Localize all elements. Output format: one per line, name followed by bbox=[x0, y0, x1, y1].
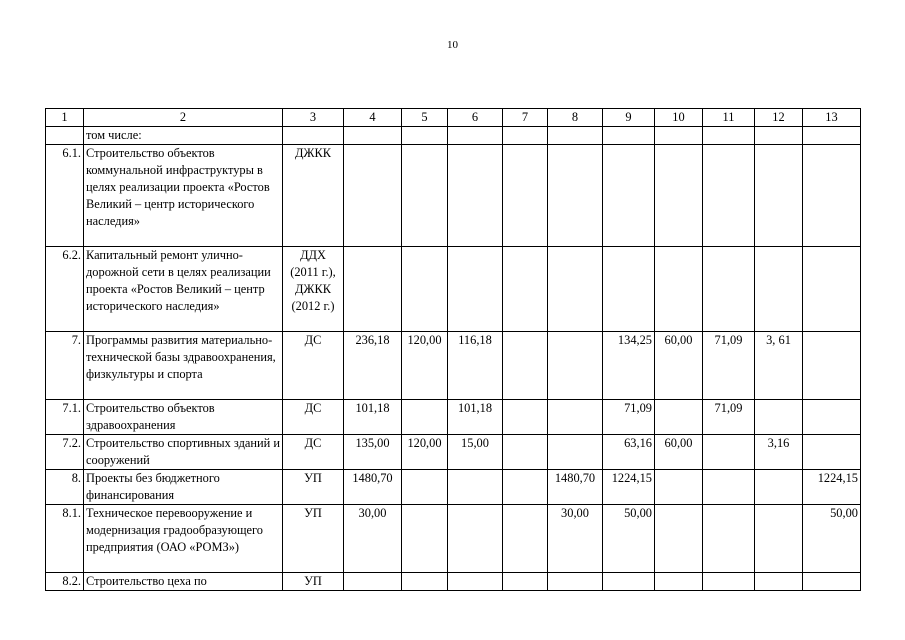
value-col-11 bbox=[703, 470, 755, 505]
row-number: 7. bbox=[46, 332, 84, 400]
column-header-9: 9 bbox=[603, 109, 655, 127]
value-col-10 bbox=[655, 145, 703, 247]
row-name: Строительство объектов коммунальной инфраструктуры в целях реализации проекта «Ростов Великий – центр исторического наследия» bbox=[84, 145, 283, 247]
value-col-4 bbox=[344, 127, 402, 145]
row-responsible: ДС bbox=[283, 435, 344, 470]
value-col-10: 60,00 bbox=[655, 435, 703, 470]
table-row bbox=[46, 247, 861, 332]
column-header-2: 2 bbox=[84, 109, 283, 127]
value-col-6: 15,00 bbox=[448, 435, 503, 470]
value-col-7 bbox=[503, 127, 548, 145]
value-col-11 bbox=[703, 505, 755, 573]
value-col-6 bbox=[448, 505, 503, 573]
value-col-8 bbox=[548, 400, 603, 435]
value-col-6: 116,18 bbox=[448, 332, 503, 400]
column-header-12: 12 bbox=[755, 109, 803, 127]
value-col-13 bbox=[803, 400, 861, 435]
row-responsible: ДС bbox=[283, 332, 344, 400]
responsible-line: (2011 г.), bbox=[290, 265, 336, 279]
row-number: 6.1. bbox=[46, 145, 84, 247]
row-responsible: ДС bbox=[283, 400, 344, 435]
table-row bbox=[46, 127, 861, 145]
value-col-8: 30,00 bbox=[548, 505, 603, 573]
table-row bbox=[46, 145, 861, 247]
value-col-5 bbox=[402, 505, 448, 573]
value-col-7 bbox=[503, 247, 548, 332]
value-col-5 bbox=[402, 573, 448, 591]
value-col-10: 60,00 bbox=[655, 332, 703, 400]
value-col-5 bbox=[402, 247, 448, 332]
value-col-6: 101,18 bbox=[448, 400, 503, 435]
value-col-5 bbox=[402, 470, 448, 505]
header-row bbox=[46, 109, 861, 127]
row-number: 8.2. bbox=[46, 573, 84, 591]
value-col-7 bbox=[503, 573, 548, 591]
column-header-1: 1 bbox=[46, 109, 84, 127]
value-col-11: 71,09 bbox=[703, 332, 755, 400]
value-col-4 bbox=[344, 145, 402, 247]
row-number bbox=[46, 127, 84, 145]
row-responsible bbox=[283, 247, 344, 332]
value-col-4 bbox=[344, 573, 402, 591]
value-col-4: 236,18 bbox=[344, 332, 402, 400]
value-col-4: 101,18 bbox=[344, 400, 402, 435]
value-col-13 bbox=[803, 435, 861, 470]
column-header-6: 6 bbox=[448, 109, 503, 127]
row-name: том числе: bbox=[84, 127, 283, 145]
value-col-11: 71,09 bbox=[703, 400, 755, 435]
row-number: 8.1. bbox=[46, 505, 84, 573]
value-col-11 bbox=[703, 145, 755, 247]
value-col-9 bbox=[603, 573, 655, 591]
value-col-8 bbox=[548, 127, 603, 145]
column-header-11: 11 bbox=[703, 109, 755, 127]
value-col-6 bbox=[448, 470, 503, 505]
table-row bbox=[46, 435, 861, 470]
value-col-13 bbox=[803, 247, 861, 332]
value-col-8 bbox=[548, 435, 603, 470]
value-col-11 bbox=[703, 573, 755, 591]
row-responsible: ДЖКК bbox=[283, 145, 344, 247]
value-col-8 bbox=[548, 247, 603, 332]
value-col-9: 50,00 bbox=[603, 505, 655, 573]
value-col-10 bbox=[655, 505, 703, 573]
value-col-4 bbox=[344, 247, 402, 332]
column-header-5: 5 bbox=[402, 109, 448, 127]
value-col-9: 1224,15 bbox=[603, 470, 655, 505]
row-name: Строительство цеха по bbox=[84, 573, 283, 591]
table-row bbox=[46, 400, 861, 435]
value-col-12 bbox=[755, 400, 803, 435]
column-header-4: 4 bbox=[344, 109, 402, 127]
value-col-13: 1224,15 bbox=[803, 470, 861, 505]
value-col-6 bbox=[448, 127, 503, 145]
responsible-line: ДДХ bbox=[300, 248, 326, 262]
value-col-11 bbox=[703, 127, 755, 145]
value-col-8 bbox=[548, 145, 603, 247]
value-col-12 bbox=[755, 573, 803, 591]
value-col-5 bbox=[402, 145, 448, 247]
financing-table bbox=[45, 108, 861, 591]
value-col-4: 1480,70 bbox=[344, 470, 402, 505]
value-col-13 bbox=[803, 573, 861, 591]
table-row bbox=[46, 470, 861, 505]
value-col-13 bbox=[803, 145, 861, 247]
column-header-7: 7 bbox=[503, 109, 548, 127]
row-responsible: УП bbox=[283, 505, 344, 573]
table-body bbox=[46, 109, 861, 591]
responsible-line: ДЖКК bbox=[294, 282, 332, 296]
value-col-12 bbox=[755, 127, 803, 145]
value-col-12 bbox=[755, 505, 803, 573]
value-col-6 bbox=[448, 573, 503, 591]
value-col-12 bbox=[755, 145, 803, 247]
value-col-4: 135,00 bbox=[344, 435, 402, 470]
value-col-10 bbox=[655, 470, 703, 505]
value-col-7 bbox=[503, 332, 548, 400]
value-col-8 bbox=[548, 332, 603, 400]
row-number: 7.1. bbox=[46, 400, 84, 435]
value-col-7 bbox=[503, 400, 548, 435]
value-col-7 bbox=[503, 470, 548, 505]
table-row bbox=[46, 505, 861, 573]
column-header-3: 3 bbox=[283, 109, 344, 127]
value-col-9: 63,16 bbox=[603, 435, 655, 470]
value-col-12: 3,16 bbox=[755, 435, 803, 470]
row-name: Программы развития материально-технической базы здравоохранения, физкультуры и спорта bbox=[84, 332, 283, 400]
value-col-7 bbox=[503, 505, 548, 573]
column-header-8: 8 bbox=[548, 109, 603, 127]
row-number: 8. bbox=[46, 470, 84, 505]
value-col-9 bbox=[603, 127, 655, 145]
value-col-6 bbox=[448, 247, 503, 332]
value-col-9 bbox=[603, 247, 655, 332]
value-col-5: 120,00 bbox=[402, 332, 448, 400]
value-col-7 bbox=[503, 435, 548, 470]
value-col-7 bbox=[503, 145, 548, 247]
column-header-13: 13 bbox=[803, 109, 861, 127]
row-responsible: УП bbox=[283, 573, 344, 591]
value-col-8: 1480,70 bbox=[548, 470, 603, 505]
row-responsible bbox=[283, 127, 344, 145]
responsible-line: (2012 г.) bbox=[291, 299, 335, 313]
value-col-10 bbox=[655, 573, 703, 591]
row-responsible: УП bbox=[283, 470, 344, 505]
value-col-13 bbox=[803, 127, 861, 145]
value-col-8 bbox=[548, 573, 603, 591]
value-col-5: 120,00 bbox=[402, 435, 448, 470]
row-number: 6.2. bbox=[46, 247, 84, 332]
value-col-13 bbox=[803, 332, 861, 400]
row-name: Строительство объектов здравоохранения bbox=[84, 400, 283, 435]
value-col-9 bbox=[603, 145, 655, 247]
value-col-12 bbox=[755, 470, 803, 505]
table-row bbox=[46, 332, 861, 400]
table-row bbox=[46, 573, 861, 591]
row-name: Капитальный ремонт улично-дорожной сети в целях реализации проекта «Ростов Великий – центр исторического наследия» bbox=[84, 247, 283, 332]
row-name: Проекты без бюджетного финансирования bbox=[84, 470, 283, 505]
value-col-9: 71,09 bbox=[603, 400, 655, 435]
value-col-4: 30,00 bbox=[344, 505, 402, 573]
value-col-10 bbox=[655, 247, 703, 332]
value-col-5 bbox=[402, 400, 448, 435]
value-col-10 bbox=[655, 127, 703, 145]
row-name: Техническое перевооружение и модернизация градообразующего предприятия (ОАО «РОМЗ») bbox=[84, 505, 283, 573]
value-col-12 bbox=[755, 247, 803, 332]
row-name: Строительство спортивных зданий и сооружений bbox=[84, 435, 283, 470]
value-col-5 bbox=[402, 127, 448, 145]
value-col-13: 50,00 bbox=[803, 505, 861, 573]
value-col-11 bbox=[703, 247, 755, 332]
page-number: 10 bbox=[447, 39, 458, 51]
value-col-10 bbox=[655, 400, 703, 435]
row-number: 7.2. bbox=[46, 435, 84, 470]
value-col-12: 3, 61 bbox=[755, 332, 803, 400]
value-col-11 bbox=[703, 435, 755, 470]
column-header-10: 10 bbox=[655, 109, 703, 127]
value-col-9: 134,25 bbox=[603, 332, 655, 400]
value-col-6 bbox=[448, 145, 503, 247]
